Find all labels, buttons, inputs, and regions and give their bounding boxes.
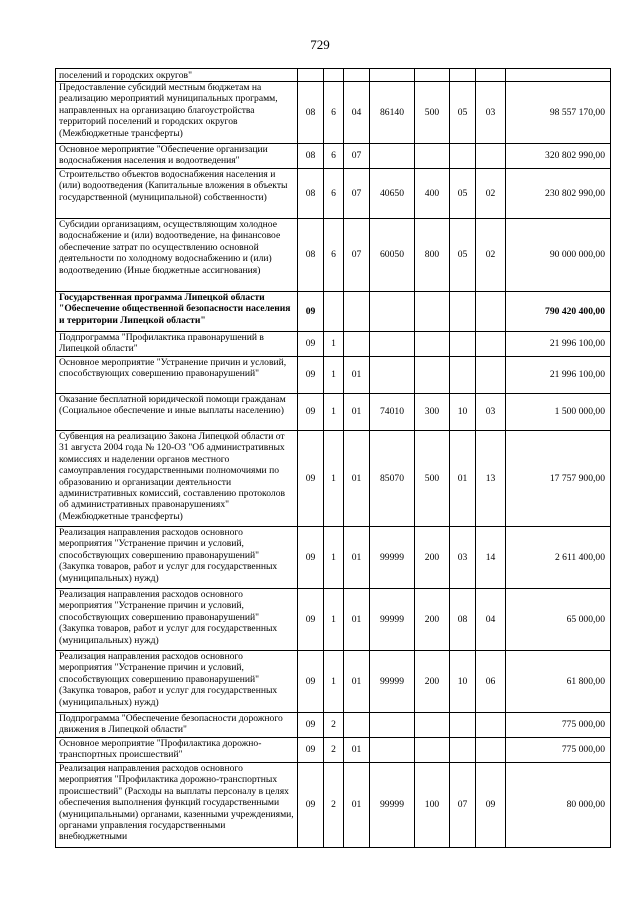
activity-code: 01 — [344, 651, 370, 713]
expense-type-code: 500 — [415, 431, 450, 527]
subprogram-code: 2 — [324, 763, 344, 848]
subsection-code: 03 — [476, 82, 506, 144]
row-sum: 320 802 990,00 — [506, 144, 611, 169]
direction-code — [370, 357, 415, 394]
direction-code: 99999 — [370, 589, 415, 651]
direction-code — [370, 713, 415, 738]
program-code: 08 — [298, 169, 324, 219]
subprogram-code: 1 — [324, 332, 344, 357]
activity-code — [344, 713, 370, 738]
direction-code: 85070 — [370, 431, 415, 527]
section-code: 05 — [450, 82, 476, 144]
row-sum: 61 800,00 — [506, 651, 611, 713]
subprogram-code: 1 — [324, 394, 344, 431]
subsection-code — [476, 144, 506, 169]
direction-code — [370, 738, 415, 763]
row-sum: 790 420 400,00 — [506, 292, 611, 332]
table-row — [56, 589, 611, 651]
activity-code: 01 — [344, 394, 370, 431]
subsection-code: 06 — [476, 651, 506, 713]
table-row — [56, 651, 611, 713]
direction-code: 99999 — [370, 527, 415, 589]
direction-code: 86140 — [370, 82, 415, 144]
program-code: 08 — [298, 82, 324, 144]
table-row — [56, 69, 611, 82]
activity-code: 01 — [344, 763, 370, 848]
expense-type-code — [415, 357, 450, 394]
section-code: 03 — [450, 527, 476, 589]
direction-code — [370, 332, 415, 357]
expense-type-code — [415, 713, 450, 738]
table-row — [56, 713, 611, 738]
subsection-code — [476, 713, 506, 738]
subsection-code: 04 — [476, 589, 506, 651]
expense-type-code: 200 — [415, 527, 450, 589]
row-sum: 21 996 100,00 — [506, 357, 611, 394]
row-sum: 775 000,00 — [506, 713, 611, 738]
direction-code: 40650 — [370, 169, 415, 219]
subprogram-code: 6 — [324, 219, 344, 292]
row-name: Подпрограмма "Обеспечение безопасности дорожного движения в Липецкой области" — [56, 713, 298, 738]
activity-code: 01 — [344, 357, 370, 394]
expense-type-code: 100 — [415, 763, 450, 848]
expense-type-code: 400 — [415, 169, 450, 219]
activity-code: 07 — [344, 219, 370, 292]
subprogram-code: 1 — [324, 431, 344, 527]
activity-code: 01 — [344, 738, 370, 763]
row-sum: 1 500 000,00 — [506, 394, 611, 431]
section-code: 10 — [450, 651, 476, 713]
direction-code: 99999 — [370, 763, 415, 848]
program-code: 09 — [298, 431, 324, 527]
program-code: 09 — [298, 394, 324, 431]
subprogram-code: 1 — [324, 589, 344, 651]
table-row — [56, 144, 611, 169]
activity-code: 07 — [344, 144, 370, 169]
expense-type-code: 200 — [415, 589, 450, 651]
direction-code — [370, 144, 415, 169]
table-row — [56, 82, 611, 144]
section-code: 05 — [450, 169, 476, 219]
expense-type-code: 200 — [415, 651, 450, 713]
table-row — [56, 431, 611, 527]
program-code: 09 — [298, 527, 324, 589]
table-row — [56, 738, 611, 763]
subprogram-code — [324, 69, 344, 82]
row-name: Государственная программа Липецкой области "Обеспечение общественной безопасности населения и территории Липецкой области" — [56, 292, 298, 332]
direction-code: 74010 — [370, 394, 415, 431]
table-row — [56, 763, 611, 848]
direction-code — [370, 292, 415, 332]
direction-code: 99999 — [370, 651, 415, 713]
table-row — [56, 219, 611, 292]
expense-type-code: 800 — [415, 219, 450, 292]
section-code: 08 — [450, 589, 476, 651]
subsection-code — [476, 292, 506, 332]
activity-code — [344, 69, 370, 82]
subprogram-code: 6 — [324, 82, 344, 144]
table-row — [56, 527, 611, 589]
activity-code — [344, 292, 370, 332]
subsection-code: 03 — [476, 394, 506, 431]
program-code: 09 — [298, 651, 324, 713]
section-code — [450, 69, 476, 82]
row-sum: 2 611 400,00 — [506, 527, 611, 589]
activity-code: 07 — [344, 169, 370, 219]
row-sum: 17 757 900,00 — [506, 431, 611, 527]
subsection-code — [476, 332, 506, 357]
program-code: 09 — [298, 357, 324, 394]
section-code: 01 — [450, 431, 476, 527]
row-name: Реализация направления расходов основного мероприятия "Профилактика дорожно-транспортных происшествий" (Расходы на выплаты персоналу в целях обеспечения выполнения функций государственными (муниципальными) органами, казенными учреждениями, органами управления государственными внебюджетными — [56, 763, 298, 848]
program-code: 09 — [298, 713, 324, 738]
row-name: Основное мероприятие "Устранение причин и условий, способствующих совершению правонарушений" — [56, 357, 298, 394]
program-code: 08 — [298, 219, 324, 292]
row-name: Реализация направления расходов основного мероприятия "Устранение причин и условий, способствующих совершению правонарушений" (Закупка товаров, работ и услуг для государственных (муниципальных) нужд) — [56, 651, 298, 713]
subsection-code: 14 — [476, 527, 506, 589]
expense-type-code — [415, 738, 450, 763]
subprogram-code: 1 — [324, 357, 344, 394]
table-body — [56, 69, 611, 848]
row-name: Субвенция на реализацию Закона Липецкой области от 31 августа 2004 года № 120-ОЗ "Об административных комиссиях и наделении органов местного самоуправления государственными полномочиями по образованию и организации деятельности административных комиссий, составлению протоколов об административных правонарушениях" (Межбюджетные трансферты) — [56, 431, 298, 527]
subprogram-code — [324, 292, 344, 332]
subprogram-code: 6 — [324, 144, 344, 169]
table-row — [56, 292, 611, 332]
row-name: Оказание бесплатной юридической помощи гражданам (Социальное обеспечение и иные выплаты населению) — [56, 394, 298, 431]
budget-table — [55, 68, 611, 848]
section-code — [450, 738, 476, 763]
row-sum: 80 000,00 — [506, 763, 611, 848]
row-sum: 775 000,00 — [506, 738, 611, 763]
row-name: Реализация направления расходов основного мероприятия "Устранение причин и условий, способствующих совершению правонарушений" (Закупка товаров, работ и услуг для государственных (муниципальных) нужд) — [56, 527, 298, 589]
row-name: Реализация направления расходов основного мероприятия "Устранение причин и условий, способствующих совершению правонарушений" (Закупка товаров, работ и услуг для государственных (муниципальных) нужд) — [56, 589, 298, 651]
direction-code — [370, 69, 415, 82]
row-name: Основное мероприятие "Профилактика дорожно-транспортных происшествий" — [56, 738, 298, 763]
table-row — [56, 357, 611, 394]
expense-type-code — [415, 332, 450, 357]
row-name: Основное мероприятие "Обеспечение организации водоснабжения населения и водоотведения" — [56, 144, 298, 169]
program-code: 09 — [298, 738, 324, 763]
subprogram-code: 2 — [324, 713, 344, 738]
section-code: 05 — [450, 219, 476, 292]
section-code — [450, 292, 476, 332]
row-sum: 230 802 990,00 — [506, 169, 611, 219]
subprogram-code: 2 — [324, 738, 344, 763]
section-code: 07 — [450, 763, 476, 848]
subsection-code — [476, 357, 506, 394]
expense-type-code: 500 — [415, 82, 450, 144]
program-code: 09 — [298, 763, 324, 848]
section-code — [450, 357, 476, 394]
row-name: Предоставление субсидий местным бюджетам на реализацию мероприятий муниципальных программ, направленных на организацию благоустройства территорий поселений и городских округов (Межбюджетные трансферты) — [56, 82, 298, 144]
page-number: 729 — [310, 37, 330, 52]
row-name: Субсидии организациям, осуществляющим холодное водоснабжение и (или) водоотведение, на финансовое обеспечение затрат по осуществлению основной деятельности по холодному водоснабжению и (или) водоотведению (Иные бюджетные ассигнования) — [56, 219, 298, 292]
section-code — [450, 713, 476, 738]
subsection-code: 02 — [476, 219, 506, 292]
expense-type-code: 300 — [415, 394, 450, 431]
table-row — [56, 332, 611, 357]
program-code — [298, 69, 324, 82]
program-code: 09 — [298, 332, 324, 357]
table-row — [56, 394, 611, 431]
row-sum: 65 000,00 — [506, 589, 611, 651]
table-row — [56, 169, 611, 219]
section-code — [450, 144, 476, 169]
row-name: поселений и городских округов" — [56, 69, 298, 82]
program-code: 09 — [298, 589, 324, 651]
row-name: Строительство объектов водоснабжения населения и (или) водоотведения (Капитальные вложения в объекты государственной (муниципальной) собственности) — [56, 169, 298, 219]
row-sum: 21 996 100,00 — [506, 332, 611, 357]
program-code: 09 — [298, 292, 324, 332]
activity-code: 01 — [344, 589, 370, 651]
expense-type-code — [415, 69, 450, 82]
row-sum — [506, 69, 611, 82]
row-name: Подпрограмма "Профилактика правонарушений в Липецкой области" — [56, 332, 298, 357]
subprogram-code: 1 — [324, 651, 344, 713]
activity-code: 01 — [344, 527, 370, 589]
subsection-code: 09 — [476, 763, 506, 848]
row-sum: 90 000 000,00 — [506, 219, 611, 292]
activity-code — [344, 332, 370, 357]
expense-type-code — [415, 292, 450, 332]
section-code: 10 — [450, 394, 476, 431]
activity-code: 01 — [344, 431, 370, 527]
subprogram-code: 6 — [324, 169, 344, 219]
activity-code: 04 — [344, 82, 370, 144]
subsection-code — [476, 738, 506, 763]
subsection-code: 13 — [476, 431, 506, 527]
section-code — [450, 332, 476, 357]
expense-type-code — [415, 144, 450, 169]
row-sum: 98 557 170,00 — [506, 82, 611, 144]
subprogram-code: 1 — [324, 527, 344, 589]
subsection-code — [476, 69, 506, 82]
program-code: 08 — [298, 144, 324, 169]
direction-code: 60050 — [370, 219, 415, 292]
subsection-code: 02 — [476, 169, 506, 219]
